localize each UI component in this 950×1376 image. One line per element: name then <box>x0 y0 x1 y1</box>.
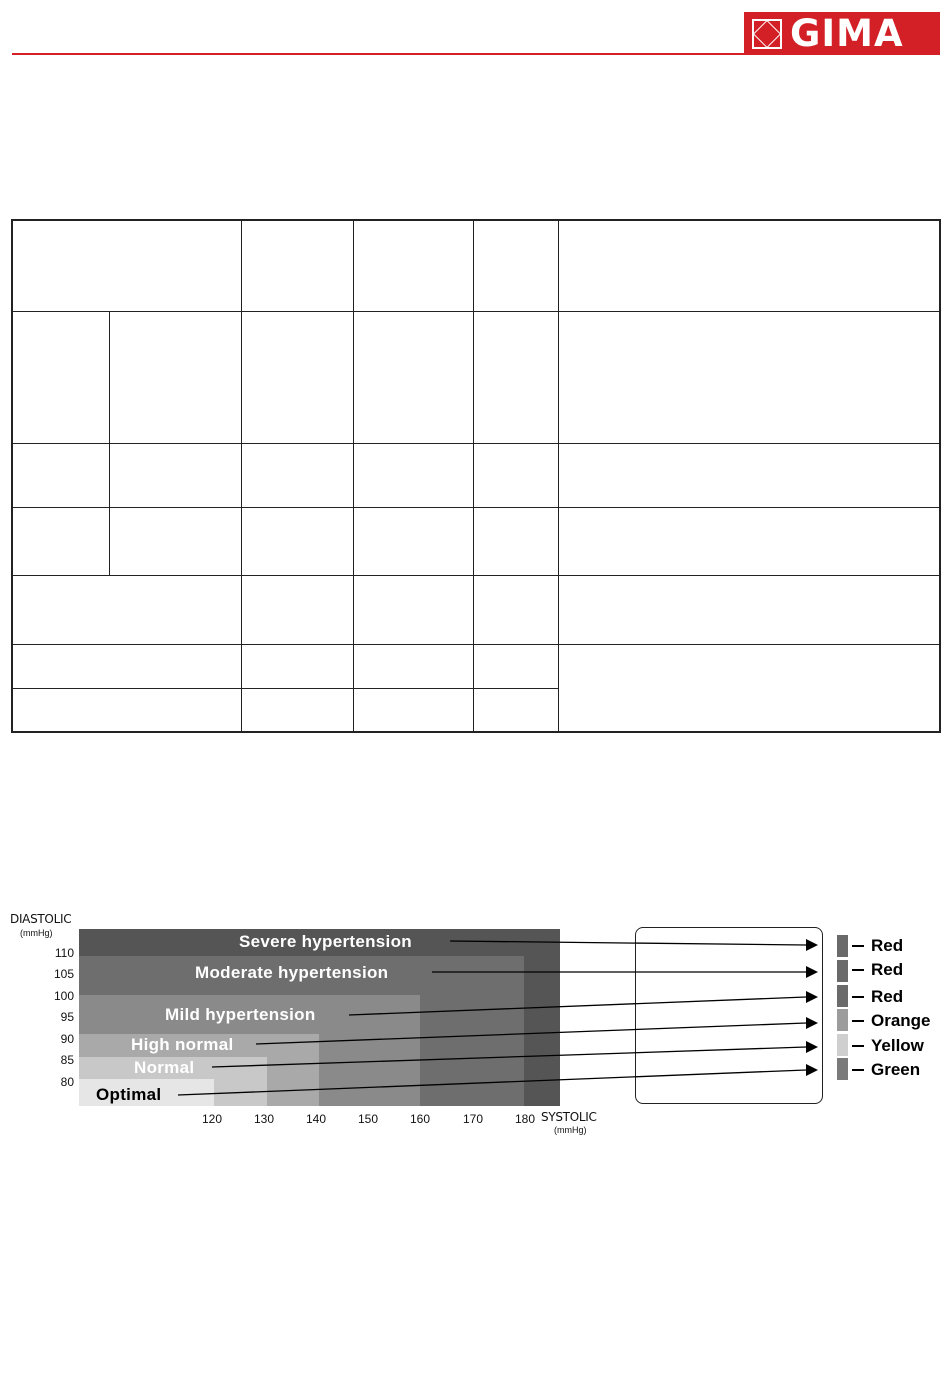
table-cell <box>241 443 353 507</box>
table-cell <box>558 443 940 507</box>
x-tick: 130 <box>253 1112 275 1126</box>
x-tick: 150 <box>357 1112 379 1126</box>
table-cell <box>12 220 241 311</box>
table-cell <box>109 443 241 507</box>
y-axis-label: DIASTOLIC <box>10 912 72 926</box>
table-cell <box>241 220 353 311</box>
table-row <box>12 644 940 688</box>
table-cell <box>12 311 109 443</box>
gima-logo <box>744 12 940 55</box>
indicator-swatch <box>837 935 848 957</box>
indicator-swatch <box>837 960 848 982</box>
table-cell <box>241 575 353 644</box>
table-cell <box>558 507 940 575</box>
zone-label-normal: Normal <box>134 1058 195 1077</box>
y-tick: 85 <box>60 1053 74 1067</box>
table-cell <box>473 311 558 443</box>
y-tick: 95 <box>60 1010 74 1024</box>
x-axis-label: SYSTOLIC <box>541 1110 597 1124</box>
indicator-label-red: Red <box>871 987 904 1006</box>
indicator-swatch <box>837 1034 848 1056</box>
zone-label-optimal: Optimal <box>96 1085 162 1104</box>
x-tick: 170 <box>462 1112 484 1126</box>
zone-label-high-normal: High normal <box>131 1035 234 1054</box>
table-cell <box>473 443 558 507</box>
x-axis-unit: (mmHg) <box>554 1125 587 1135</box>
x-tick: 140 <box>305 1112 327 1126</box>
indicator-dash <box>852 945 864 947</box>
y-tick: 110 <box>54 946 74 960</box>
table-cell <box>241 507 353 575</box>
table-cell <box>473 220 558 311</box>
table-cell <box>353 575 473 644</box>
table-cell <box>12 644 241 688</box>
table-cell <box>353 644 473 688</box>
zone-label-moderate: Moderate hypertension <box>195 963 389 982</box>
indicator-callout-box <box>635 927 823 1104</box>
table-cell <box>12 688 241 732</box>
indicator-label-green: Green <box>871 1060 921 1079</box>
table-cell <box>558 311 940 443</box>
gima-emblem-icon <box>752 19 782 49</box>
table-row <box>12 443 940 507</box>
table-cell <box>473 507 558 575</box>
table-cell <box>473 644 558 688</box>
table-row <box>12 220 940 311</box>
y-axis-unit: (mmHg) <box>20 928 53 938</box>
table-cell <box>12 575 241 644</box>
indicator-swatch <box>837 1058 848 1080</box>
table-cell <box>109 507 241 575</box>
table-cell <box>12 507 109 575</box>
indicator-dash <box>852 1045 864 1047</box>
indicator-dash <box>852 996 864 998</box>
table-cell <box>558 644 940 732</box>
zone-label-severe: Severe hypertension <box>239 932 412 951</box>
indicator-label-orange: Orange <box>871 1011 931 1030</box>
table-cell <box>353 443 473 507</box>
zone-label-mild: Mild hypertension <box>165 1005 316 1024</box>
indicator-swatch <box>837 1009 848 1031</box>
x-tick: 180 <box>514 1112 536 1126</box>
x-tick: 120 <box>201 1112 223 1126</box>
table-cell <box>558 575 940 644</box>
table-cell <box>109 311 241 443</box>
table-row <box>12 311 940 443</box>
table-cell <box>241 311 353 443</box>
table-cell <box>241 644 353 688</box>
table-row <box>12 507 940 575</box>
y-tick: 100 <box>53 989 74 1003</box>
table-cell <box>353 220 473 311</box>
indicator-dash <box>852 969 864 971</box>
table-row <box>12 575 940 644</box>
table-cell <box>473 688 558 732</box>
brand-name: GIMA <box>790 12 904 55</box>
empty-table <box>11 219 941 733</box>
table-cell <box>353 688 473 732</box>
table-cell <box>558 220 940 311</box>
y-tick: 90 <box>60 1032 74 1046</box>
table-cell <box>241 688 353 732</box>
table-cell <box>12 443 109 507</box>
y-tick: 105 <box>53 967 74 981</box>
indicator-label-yellow: Yellow <box>871 1036 924 1055</box>
table-cell <box>473 575 558 644</box>
indicator-swatch <box>837 985 848 1007</box>
indicator-dash <box>852 1020 864 1022</box>
x-tick: 160 <box>409 1112 431 1126</box>
table-cell <box>353 311 473 443</box>
indicator-label-red: Red <box>871 936 904 955</box>
indicator-label-red: Red <box>871 960 904 979</box>
table-cell <box>353 507 473 575</box>
indicator-dash <box>852 1069 864 1071</box>
y-tick: 80 <box>60 1075 74 1089</box>
